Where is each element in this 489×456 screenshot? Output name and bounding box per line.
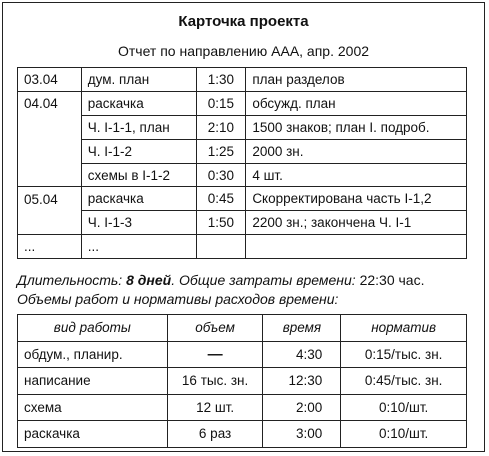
norm-volume: 16 тыс. зн.	[167, 368, 263, 395]
norm-rate: 0:45/тыс. зн.	[341, 368, 467, 395]
card-subtitle: Отчет по направлению ААА, апр. 2002	[117, 43, 370, 59]
norm-rate: 0:10/шт.	[341, 394, 467, 421]
log-activity: раскачка	[81, 187, 196, 211]
table-row	[18, 139, 467, 163]
header-volume: объем	[167, 315, 263, 342]
log-note: 2200 зн.; закончена Ч. I-1	[246, 211, 467, 235]
log-note: Скорректирована часть I-1,2	[246, 187, 467, 211]
norm-volume: 6 раз	[167, 421, 263, 448]
log-note	[246, 235, 467, 259]
log-activity: раскачка	[81, 91, 196, 115]
log-note: 1500 знаков; план I. подроб.	[246, 115, 467, 139]
table-row	[18, 235, 467, 259]
table-header-row	[18, 315, 467, 342]
log-note: 4 шт.	[246, 163, 467, 187]
log-date: 03.04	[18, 68, 82, 92]
norm-time: 3:00	[263, 421, 341, 448]
log-activity: Ч. I-1-3	[81, 211, 196, 235]
log-time: 0:30	[196, 163, 246, 187]
total-time-label: Общие затраты времени:	[178, 272, 356, 288]
table-row	[18, 91, 467, 115]
norms-title: Объемы работ и нормативы расходов времени:	[17, 291, 339, 307]
log-time: 2:10	[196, 115, 246, 139]
norm-kind: обдум., планир.	[18, 341, 168, 368]
table-row	[18, 211, 467, 235]
log-note: обсужд. план	[246, 91, 467, 115]
log-activity: Ч. I-1-1, план	[81, 115, 196, 139]
table-row	[18, 187, 467, 211]
log-time: 1:50	[196, 211, 246, 235]
norm-volume: 12 шт.	[167, 394, 263, 421]
norm-time: 12:30	[263, 368, 341, 395]
norm-kind: раскачка	[18, 421, 168, 448]
norm-kind: схема	[18, 394, 168, 421]
header-norm: норматив	[341, 315, 467, 342]
log-date	[18, 139, 82, 163]
total-time-value: 22:30 час.	[359, 272, 425, 288]
norm-rate: 0:10/шт.	[341, 421, 467, 448]
log-date: 04.04	[18, 91, 82, 115]
table-row	[18, 68, 467, 92]
norm-kind: написание	[18, 368, 168, 395]
norm-time: 4:30	[263, 341, 341, 368]
log-note: 2000 зн.	[246, 139, 467, 163]
log-time: 0:15	[196, 91, 246, 115]
table-row	[18, 341, 467, 368]
table-row	[18, 163, 467, 187]
log-activity: дум. план	[81, 68, 196, 92]
norm-volume: —	[167, 341, 263, 368]
table-row	[18, 115, 467, 139]
log-note: план разделов	[246, 68, 467, 92]
norm-rate: 0:15/тыс. зн.	[341, 341, 467, 368]
log-date	[18, 211, 82, 235]
log-time	[196, 235, 246, 259]
summary-line: Длительность: 8 дней. Общие затраты времени: 22:30 час.	[17, 272, 425, 288]
log-date	[18, 115, 82, 139]
log-time: 1:30	[196, 68, 246, 92]
log-activity: Ч. I-1-2	[81, 139, 196, 163]
table-row	[18, 421, 467, 448]
header-kind: вид работы	[18, 315, 168, 342]
header-time: время	[263, 315, 341, 342]
log-date	[18, 163, 82, 187]
log-date: 05.04	[18, 187, 82, 211]
log-time: 0:45	[196, 187, 246, 211]
table-row	[18, 368, 467, 395]
duration-value: 8 дней	[126, 272, 172, 288]
norms-table	[17, 314, 467, 448]
table-row	[18, 394, 467, 421]
log-activity: ...	[81, 235, 196, 259]
log-time: 1:25	[196, 139, 246, 163]
card-title: Карточка проекта	[178, 13, 309, 30]
duration-label: Длительность:	[17, 272, 123, 288]
log-date: ...	[18, 235, 82, 259]
work-log-table	[17, 67, 467, 259]
norm-time: 2:00	[263, 394, 341, 421]
log-activity: схемы в I-1-2	[81, 163, 196, 187]
